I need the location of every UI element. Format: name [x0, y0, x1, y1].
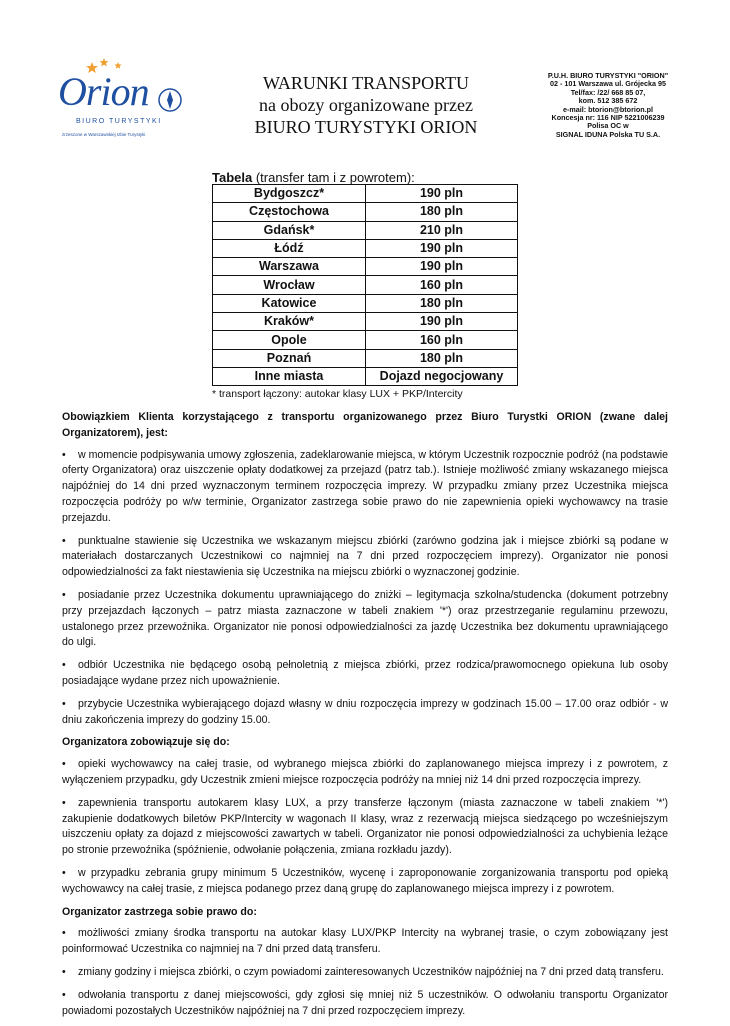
title-line: na obozy organizowane przez — [258, 95, 474, 115]
brand-subtitle: BIURO TURYSTYKI — [76, 118, 162, 125]
table-row — [213, 331, 518, 349]
city-cell: Wrocław — [213, 276, 366, 294]
bullet-icon: • — [62, 927, 66, 940]
company-line: e-mail: btorion@btorion.pl — [562, 104, 654, 114]
price-cell: 190 pln — [366, 313, 518, 331]
city-cell: Łódź — [213, 239, 366, 257]
city-cell: Częstochowa — [213, 203, 366, 221]
table-caption — [212, 170, 415, 185]
table-row — [213, 349, 518, 367]
bullet-text: możliwości zmiany środka transportu na autokar klasy LUX/PKP Intercity na wybranej trasie, o czym zobowiązany jest poinformować Uczestnika co najmniej na 7 dni przed datą transferu. — [62, 927, 668, 956]
bullet-icon: • — [62, 988, 66, 1001]
company-line: kom. 512 385 672 — [578, 96, 638, 106]
bullet-text: w przypadku zebrania grupy minimum 5 Uczestników, wycenę i zaproponowanie zorganizowania transportu pod opieką wychowawcy na całej trasie, z miejsca podanego przez daną grupę do zaplanowanego miejsca imprezy i z powrotem. — [62, 866, 668, 895]
bullet-item — [62, 448, 668, 527]
company-line: Tel/fax: /22/ 668 85 07, — [570, 87, 646, 97]
bullet-icon: • — [62, 659, 66, 672]
bullet-icon: • — [62, 448, 66, 461]
company-line: SIGNAL IDUNA Polska TU S.A. — [555, 129, 661, 139]
title-line: BIURO TURYSTYKI ORION — [254, 117, 478, 137]
table-row — [213, 276, 518, 294]
title-line: WARUNKI TRANSPORTU — [262, 73, 470, 93]
table-row — [213, 185, 518, 203]
bullet-text: w momencie podpisywania umowy zgłoszenia, zadeklarowanie miejsca, w którym Uczestnik rozpocznie podróż (na podstawie oferty Organizatora) oraz uiszczenie opłaty dodatkowej za przejazd (patrz tab.). Istnieje możliwość zmiany wskazanego miejsca najpóźniej do 14 dni przed wyznaczonym terminem rozpoczęcia imprezy. W przypadku zmiany przez Uczestnika miejsca rozpoczęcia podróży po w/w terminie, Organizator zastrzega sobie prawo do nie zapewnienia opieki wychowawcy na trasie przejazdu. — [62, 448, 668, 524]
company-info — [508, 72, 708, 139]
bullet-text: zapewnienia transportu autokarem klasy LUX, a przy transferze łączonym (miasta zaznaczone w tabeli znakiem '*') zakupienie dodatkowych biletów PKP/Intercity w wagonach II klasy, wraz z rezerwacją miejsca siedzącego po wcześniejszym uiszczeniu opłaty za dojazd z miejscowości zawartych w tabeli. Organizator nie ponosi odpowiedzialności za uchybienia leżące po stronie przewoźnika (spóźnienie, odwołanie połączenia, zmiana rozkładu jazdy). — [62, 796, 668, 857]
table-row — [213, 203, 518, 221]
company-line: Polisa OC w — [587, 121, 629, 131]
table-row — [213, 367, 518, 385]
brand-tagline: zrzeszone w Warszawskiej Izbie Turystyki — [62, 132, 146, 137]
bullet-icon: • — [62, 534, 66, 547]
price-cell: 210 pln — [366, 221, 518, 239]
bullet-text: przybycie Uczestnika wybierającego dojazd własny w dniu rozpoczęcia imprezy w godzinach 15.00 – 17.00 oraz odbiór - w dniu zakończenia imprezy do godziny 15.00. — [62, 697, 668, 726]
price-cell: 190 pln — [366, 185, 518, 203]
bullet-icon: • — [62, 866, 66, 879]
price-table — [212, 184, 518, 386]
section-heading: Organizatora zobowiązuje się do: — [62, 736, 230, 749]
bullet-item — [62, 988, 668, 1020]
table-caption-bold: Tabela — [212, 170, 253, 185]
city-cell: Gdańsk* — [213, 221, 366, 239]
table-caption-rest: (transfer tam i z powrotem): — [252, 170, 415, 185]
compass-icon — [159, 89, 181, 111]
price-cell: 180 pln — [366, 203, 518, 221]
bullet-item — [62, 926, 668, 958]
bullet-text: posiadanie przez Uczestnika dokumentu uprawniającego do zniżki – legitymacja szkolna/studencka (dokument potrzebny przy przejazdach łączonych – patrz miasta zaznaczone w tabeli znakiem '*') oraz przestrzeganie regulaminu przewozu, ustalonego przez przewoźnika. Organizator nie ponosi odpowiedzialności za jazdę Uczestnika bez dokumentu uprawniającego do ulgi. — [62, 588, 668, 649]
table-row — [213, 313, 518, 331]
bullet-icon: • — [62, 796, 66, 809]
brand-name: Orion — [58, 69, 149, 114]
table-row — [213, 258, 518, 276]
bullet-item — [62, 534, 668, 581]
price-cell: 160 pln — [366, 331, 518, 349]
company-line: P.U.H. BIURO TURYSTYKI "ORION" — [547, 71, 669, 80]
orion-logo — [56, 56, 188, 146]
table-row — [213, 221, 518, 239]
star-icon — [100, 58, 109, 66]
bullet-item — [62, 757, 668, 789]
city-cell: Opole — [213, 331, 366, 349]
document-title — [234, 72, 498, 138]
section-heading: Organizator zastrzega sobie prawo do: — [62, 905, 257, 918]
price-cell: 160 pln — [366, 276, 518, 294]
bullet-item — [62, 697, 668, 729]
bullet-icon: • — [62, 697, 66, 710]
price-cell: Dojazd negocjowany — [366, 367, 518, 385]
bullet-text: opieki wychowawcy na całej trasie, od wybranego miejsca zbiórki do zaplanowanego miejsca imprezy i z powrotem, z wyłączeniem przypadku, gdy Uczestnik zmieni miejsce rozpoczęcia podróży na mniej niż 14 dni przed rozpoczęcia imprezy. — [62, 758, 668, 786]
table-row — [213, 294, 518, 312]
city-cell: Bydgoszcz* — [213, 185, 366, 203]
bullet-item — [62, 965, 668, 981]
bullet-item — [62, 796, 668, 859]
bullet-item — [62, 658, 668, 690]
city-cell: Inne miasta — [213, 367, 366, 385]
bullet-text: odbiór Uczestnika nie będącego osobą pełnoletnią z miejsca zbiórki, przez rodzica/prawomocnego opiekuna lub osoby posiadające wydane przez nich upoważnienie. — [62, 659, 668, 687]
bullet-icon: • — [62, 965, 66, 978]
bullet-icon: • — [62, 588, 66, 601]
bullet-item — [62, 588, 668, 651]
price-cell: 190 pln — [366, 258, 518, 276]
bullet-text: punktualne stawienie się Uczestnika we wskazanym miejscu zbiórki (zarówno godzina jak i miejsce zbiórki są podane w materiałach dostarczanych Uczestnikowi co najmniej na 7 dni przed rozpoczęciem imprezy). Organizator nie ponosi odpowiedzialności za fakt niestawienia się Uczestnika na miejscu zbiórki o wyznaczonej godzinie. — [62, 534, 668, 579]
conditions-content — [62, 410, 668, 1026]
price-cell: 180 pln — [366, 294, 518, 312]
city-cell: Poznań — [213, 349, 366, 367]
section-heading: Obowiązkiem Klienta korzystającego z transportu organizowanego przez Biuro Turystki ORION (zwane dalej Organizatorem), jest: — [62, 411, 668, 439]
bullet-text: zmiany godziny i miejsca zbiórki, o czym powiadomi zainteresowanych Uczestników najpóźniej na 7 dni przed datą transferu. — [78, 965, 664, 978]
city-cell: Warszawa — [213, 258, 366, 276]
bullet-text: odwołania transportu z danej miejscowości, gdy zgłosi się mniej niż 5 uczestników. O odwołaniu transportu Organizator powiadomi pozostałych Uczestników najpóźniej na 7 dni przed rozpoczęciem imprezy. — [62, 988, 668, 1017]
table-row — [213, 239, 518, 257]
company-line: 02 - 101 Warszawa ul. Grójecka 95 — [550, 79, 666, 89]
table-note: * transport łączony: autokar klasy LUX + PKP/Intercity — [212, 388, 463, 400]
price-cell: 180 pln — [366, 349, 518, 367]
bullet-item — [62, 866, 668, 898]
bullet-icon: • — [62, 758, 66, 771]
city-cell: Katowice — [213, 294, 366, 312]
price-cell: 190 pln — [366, 239, 518, 257]
company-line: Koncesja nr: 116 NIP 5221006239 — [551, 113, 665, 123]
city-cell: Kraków* — [213, 313, 366, 331]
